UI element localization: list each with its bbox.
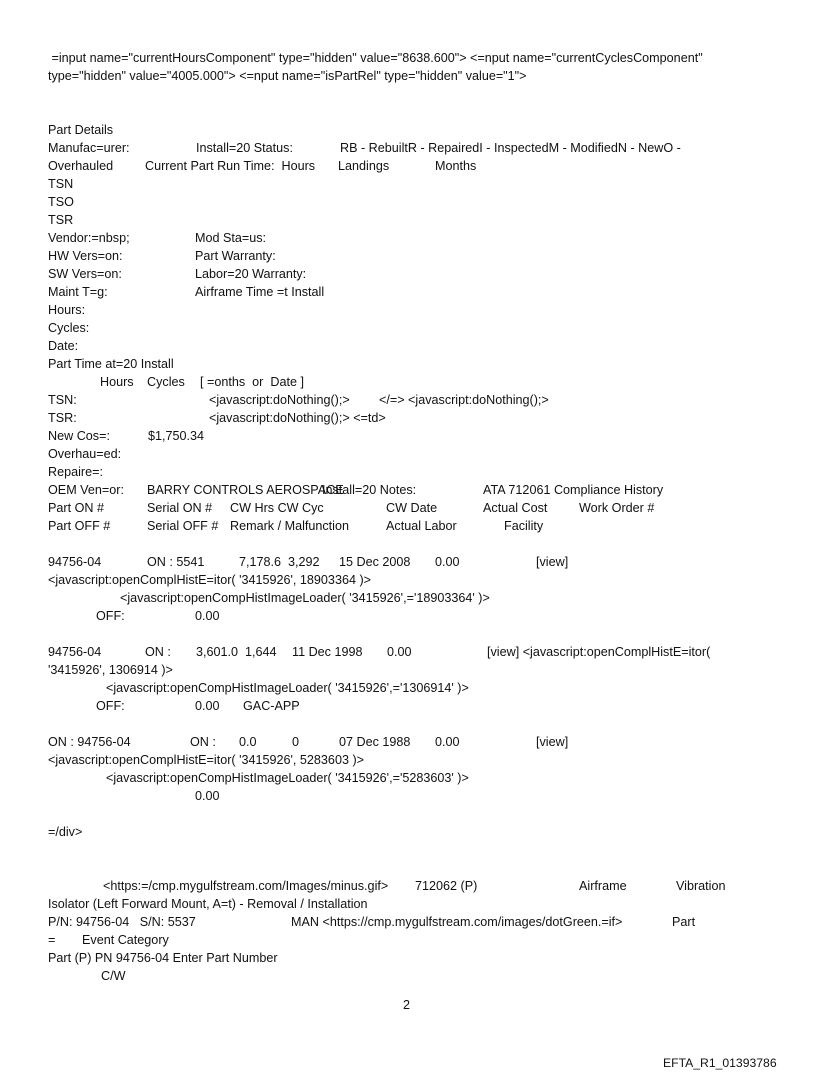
- entry-image-link[interactable]: <javascript:openCompHistImageLoader( '3415926',='5283603' )>: [106, 771, 469, 785]
- entry-hrs-cyc: 3,601.0 1,644: [196, 645, 277, 659]
- event-part-pn: Part (P) PN 94756-04 Enter Part Number: [48, 951, 278, 965]
- header-actual-cost: Actual Cost: [483, 501, 548, 515]
- oem-vendor-label: OEM Ven=or:: [48, 483, 124, 497]
- overhauled-label-2: Overhau=ed:: [48, 447, 122, 461]
- status-codes: RB - RebuiltR - RepairedI - InspectedM - ModifiedN - NewO -: [340, 141, 681, 155]
- header-facility: Facility: [504, 519, 544, 533]
- entry-editor-link[interactable]: <javascript:openComplHistE=itor( '3415926', 18903364 )>: [48, 573, 371, 587]
- entry-part: 94756-04: [48, 645, 102, 659]
- manufacturer-label: Manufac=urer:: [48, 141, 130, 155]
- hidden-input-line-2: type="hidden" value="4005.000"> <=nput name="isPartRel" type="hidden" value="1">: [48, 69, 527, 83]
- header-cw-hrs-cyc: CW Hrs CW Cyc: [230, 501, 324, 515]
- months-label: Months: [435, 159, 477, 173]
- part-warranty-label: Part Warranty:: [195, 249, 276, 263]
- header-cw-date: CW Date: [386, 501, 438, 515]
- event-pn-sn: P/N: 94756-04 S/N: 5537: [48, 915, 196, 929]
- header-actual-labor: Actual Labor: [386, 519, 457, 533]
- entry-labor: 0.00: [195, 609, 220, 623]
- col-cycles: Cycles: [147, 375, 185, 389]
- event-eq: =: [48, 933, 56, 947]
- vendor-label: Vendor:=nbsp;: [48, 231, 130, 245]
- sw-version-label: SW Vers=on:: [48, 267, 122, 281]
- tsr-link[interactable]: <javascript:doNothing();> <=td>: [209, 411, 386, 425]
- event-code: 712062 (P): [415, 879, 478, 893]
- header-remark: Remark / Malfunction: [230, 519, 349, 533]
- minus-icon-link[interactable]: <https:=/cmp.mygulfstream.com/Images/minus.gif>: [103, 879, 389, 893]
- tsn-link-1[interactable]: <javascript:doNothing();>: [209, 393, 350, 407]
- entry-serial: ON : 5541: [147, 555, 205, 569]
- entry-cost: 0.00: [435, 555, 460, 569]
- header-serial-off: Serial OFF #: [147, 519, 219, 533]
- entry-off-label: OFF:: [96, 609, 125, 623]
- maint-label: Maint T=g:: [48, 285, 108, 299]
- mod-status-label: Mod Sta=us:: [195, 231, 267, 245]
- entry-date: 11 Dec 1998: [292, 645, 363, 659]
- tsn-link-2[interactable]: </=> <javascript:doNothing();>: [379, 393, 549, 407]
- entry-off-label: OFF:: [96, 699, 125, 713]
- ata-history-label: ATA 712061 Compliance History: [483, 483, 664, 497]
- entry-labor: 0.00: [195, 789, 220, 803]
- entry-date: 07 Dec 1988: [339, 735, 411, 749]
- entry-image-link[interactable]: <javascript:openCompHistImageLoader( '3415926',='18903364' )>: [120, 591, 490, 605]
- tsn-heading: TSN: [48, 177, 74, 191]
- part-time-install-label: Part Time at=20 Install: [48, 357, 174, 371]
- tsr-heading: TSR: [48, 213, 74, 227]
- view-link[interactable]: [view]: [536, 735, 569, 749]
- oem-vendor-value: BARRY CONTROLS AEROSPACE: [147, 483, 344, 497]
- repaired-label: Repaire=:: [48, 465, 103, 479]
- tsn-label: TSN:: [48, 393, 77, 407]
- entry-serial: ON :: [145, 645, 171, 659]
- event-category-label: Event Category: [82, 933, 169, 947]
- page-number: 2: [403, 998, 411, 1012]
- part-details-title: Part Details: [48, 123, 114, 137]
- header-work-order: Work Order #: [579, 501, 655, 515]
- document-id-footer: EFTA_R1_01393786: [663, 1056, 777, 1070]
- entry-hrs-cyc: 7,178.6 3,292: [239, 555, 320, 569]
- run-time-label: Current Part Run Time: Hours: [145, 159, 316, 173]
- tsr-label: TSR:: [48, 411, 77, 425]
- entry-cyc: 0: [292, 735, 300, 749]
- view-link[interactable]: [view]: [536, 555, 569, 569]
- install-notes-label: Install=20 Notes:: [322, 483, 417, 497]
- status-dot-icon-link[interactable]: MAN <https://cmp.mygulfstream.com/images/dotGreen.=if>: [291, 915, 623, 929]
- entry-cost: 0.00: [387, 645, 412, 659]
- col-months-date: [ =onths or Date ]: [200, 375, 304, 389]
- entry-editor-link[interactable]: '3415926', 1306914 )>: [48, 663, 173, 677]
- header-serial-on: Serial ON #: [147, 501, 213, 515]
- col-hours: Hours: [100, 375, 134, 389]
- overhauled-label: Overhauled: [48, 159, 114, 173]
- entry-part: 94756-04: [48, 555, 102, 569]
- entry-editor-link[interactable]: <javascript:openComplHistE=itor( '3415926', 5283603 )>: [48, 753, 364, 767]
- tso-heading: TSO: [48, 195, 74, 209]
- date-label: Date:: [48, 339, 79, 353]
- hidden-input-line-1: =input name="currentHoursComponent" type="hidden" value="8638.600"> <=nput name="currentCyclesComponent": [48, 51, 703, 65]
- event-description: Isolator (Left Forward Mount, A=t) - Removal / Installation: [48, 897, 368, 911]
- event-vibration: Vibration: [676, 879, 726, 893]
- hours-label: Hours:: [48, 303, 86, 317]
- entry-labor: 0.00: [195, 699, 220, 713]
- new-cost-label: New Cos=:: [48, 429, 110, 443]
- airframe-time-label: Airframe Time =t Install: [195, 285, 325, 299]
- cycles-label: Cycles:: [48, 321, 90, 335]
- event-airframe: Airframe: [579, 879, 627, 893]
- install-status-label: Install=20 Status:: [196, 141, 293, 155]
- hw-version-label: HW Vers=on:: [48, 249, 123, 263]
- entry-date: 15 Dec 2008: [339, 555, 411, 569]
- landings-label: Landings: [338, 159, 390, 173]
- event-part-word: Part: [672, 915, 696, 929]
- entry-facility: GAC-APP: [243, 699, 300, 713]
- header-part-off: Part OFF #: [48, 519, 111, 533]
- labor-warranty-label: Labor=20 Warranty:: [195, 267, 307, 281]
- div-close-tag: =/div>: [48, 825, 83, 839]
- entry-cost: 0.00: [435, 735, 460, 749]
- entry-hrs: 0.0: [239, 735, 257, 749]
- entry-part: ON : 94756-04: [48, 735, 131, 749]
- new-cost-value: $1,750.34: [148, 429, 205, 443]
- view-link[interactable]: [view] <javascript:openComplHistE=itor(: [487, 645, 711, 659]
- header-part-on: Part ON #: [48, 501, 104, 515]
- event-cw: C/W: [101, 969, 126, 983]
- entry-image-link[interactable]: <javascript:openCompHistImageLoader( '3415926',='1306914' )>: [106, 681, 469, 695]
- entry-serial: ON :: [190, 735, 216, 749]
